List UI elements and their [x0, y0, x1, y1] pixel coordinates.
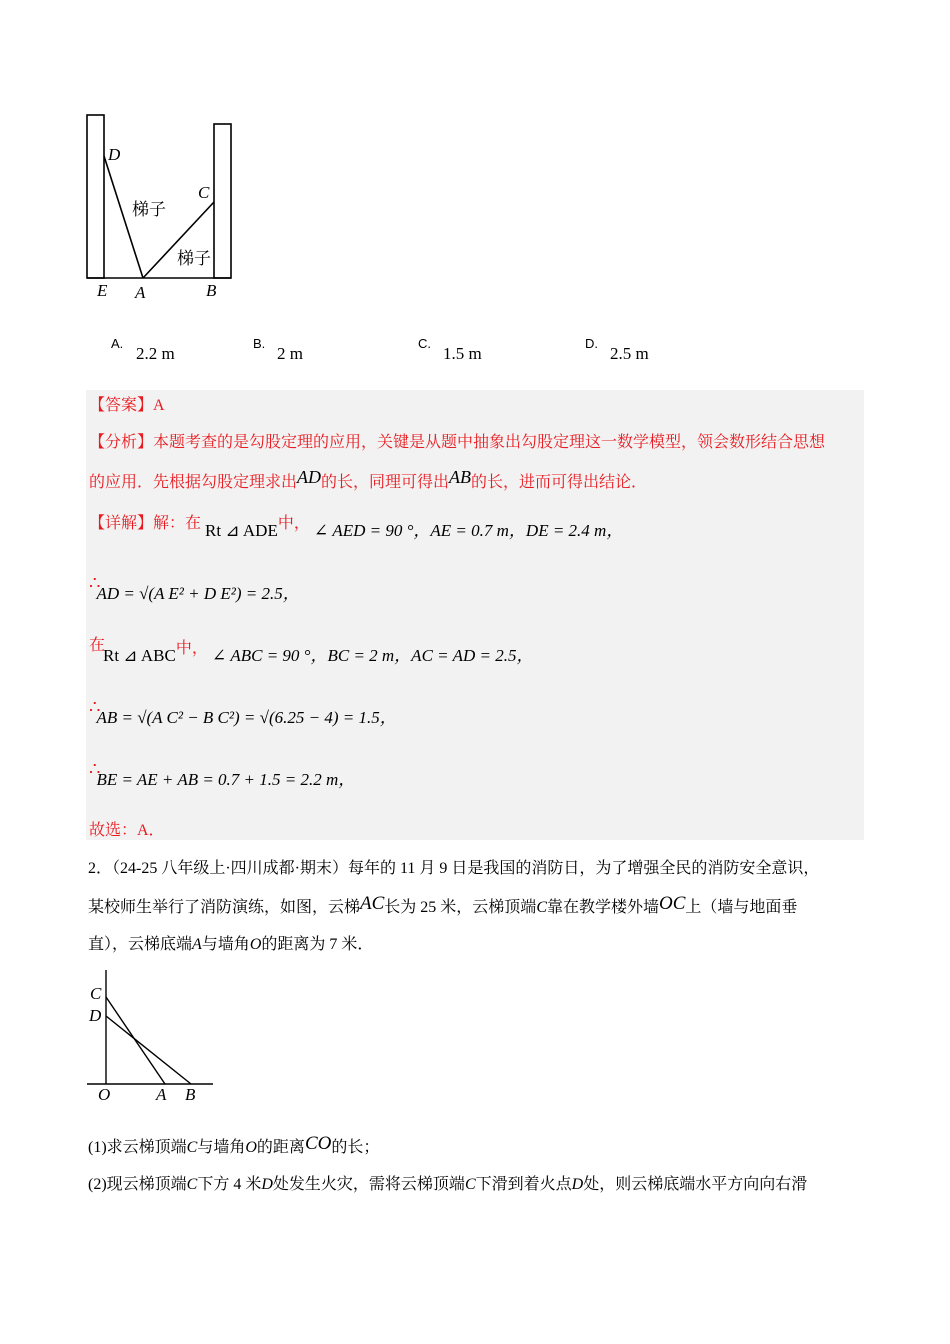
q2-sub1-co: CO: [304, 1133, 332, 1154]
option-b-letter: B.: [253, 336, 266, 351]
fig1-label-c: C: [198, 183, 210, 202]
analysis-tag: 【分析】: [89, 434, 154, 451]
detail-zhong-1: 中，: [277, 515, 310, 532]
analysis-ad: AD: [297, 467, 322, 487]
q2-sub2-d2: D: [571, 1176, 584, 1193]
option-d-letter: D.: [585, 336, 598, 351]
step-3: BE = AE + AB = 0.7 + 1.5 = 2.2 m，: [96, 770, 356, 789]
option-a-value: 2.2 m: [136, 344, 175, 363]
fig1-ladder-label-2: 梯子: [177, 249, 211, 268]
option-c-letter: C.: [418, 336, 431, 351]
analysis-text-2a: 的应用．先根据勾股定理求出: [89, 474, 298, 491]
fig1-label-b: B: [206, 281, 217, 300]
q2-sub2-d: 下滑到着火点: [475, 1176, 572, 1193]
fig2-label-c: C: [90, 984, 102, 1003]
q2-a: A: [192, 936, 202, 953]
q2-c: C: [536, 899, 547, 916]
q2-line-2: [88, 893, 798, 919]
analysis-line-1: [89, 432, 825, 454]
analysis-line-2: [89, 467, 648, 494]
q2-sub2-d1: D: [261, 1176, 273, 1193]
detail-line-2b: [103, 640, 534, 668]
q2-line-2d: 上（墙与地面垂: [685, 899, 798, 916]
q2-sub1-b: 与墙角: [197, 1139, 246, 1156]
q2-line-2b: 长为 25 米，云梯顶端: [384, 899, 537, 916]
zai-label: 在: [89, 637, 106, 654]
option-b-value: 2 m: [277, 344, 303, 363]
q2-sub2-c2: C: [464, 1176, 476, 1193]
q2-sub1-d: 的长；: [331, 1139, 380, 1156]
q2-sub1-a: (1)求云梯顶端: [88, 1139, 187, 1156]
detail-tag: 【详解】解：在: [89, 515, 202, 532]
analysis-text-2c: 的长，进而可得出结论．: [471, 474, 648, 491]
option-d-value: 2.5 m: [610, 344, 649, 363]
q2-sub-2: [88, 1174, 807, 1196]
therefore-2: ∴: [89, 697, 101, 717]
therefore-3: ∴: [89, 759, 101, 779]
q2-sub2-c1: C: [186, 1176, 198, 1193]
step-2-line: [89, 696, 405, 727]
q2-o: O: [249, 936, 262, 953]
analysis-text-2b: 的长，同理可得出: [321, 474, 450, 491]
fig2-label-o: O: [98, 1085, 111, 1104]
therefore-1: ∴: [89, 573, 101, 593]
detail-zhong-2: 中，: [175, 640, 208, 657]
option-c-value: 1.5 m: [443, 344, 482, 363]
analysis-ab: AB: [449, 467, 472, 487]
fig2-label-a: A: [156, 1085, 167, 1104]
fig1-label-a: A: [135, 283, 146, 302]
detail-triangle-2: Rt ⊿ ABC: [103, 646, 176, 665]
left-wall: [87, 115, 104, 278]
fig2-label-b: B: [185, 1085, 196, 1104]
detail-eq-1: ∠ AED = 90 °，AE = 0.7 m，DE = 2.4 m，: [313, 521, 624, 540]
conclusion-line: 故选：A．: [89, 822, 165, 839]
q2-sub1-c2: 的距离: [256, 1139, 305, 1156]
q2-line-3b: 与墙角: [201, 936, 250, 953]
step-2: AB = √(A C² − B C²) = √(6.25 − 4) = 1.5，: [96, 708, 397, 727]
q2-sub1-c: C: [186, 1139, 198, 1156]
detail-eq-2: ∠ ABC = 90 °，BC = 2 m，AC = AD = 2.5，: [211, 646, 534, 665]
detail-line-1: [89, 512, 624, 540]
q2-line-1: 2．（24-25 八年级上·四川成都·期末）每年的 11 月 9 日是我国的消防日，为了增强全民的消防安全意识，: [88, 860, 820, 877]
step-3-line: [89, 758, 363, 789]
q2-line-2c: 靠在教学楼外墙: [546, 899, 659, 916]
q2-ac: AC: [360, 893, 385, 914]
option-a-letter: A.: [111, 336, 124, 351]
q2-sub1-o: O: [245, 1139, 257, 1156]
ladder-ca: [106, 997, 165, 1084]
q2-sub-1: [88, 1133, 380, 1159]
q2-line-2a: 某校师生举行了消防演练，如图，云梯: [88, 899, 361, 916]
step-1-line: [89, 572, 308, 603]
fig1-label-e: E: [97, 281, 108, 300]
q2-line-3a: 直），云梯底端: [88, 936, 193, 953]
fig1-label-d: D: [108, 145, 121, 164]
q2-sub2-c: 处发生火灾，需将云梯顶端: [272, 1176, 465, 1193]
step-1: AD = √(A E² + D E²) = 2.5，: [96, 584, 300, 603]
detail-triangle-1: Rt ⊿ ADE: [205, 521, 278, 540]
right-wall: [214, 124, 231, 278]
q2-sub2-a: (2)现云梯顶端: [88, 1176, 187, 1193]
ladder-db: [106, 1016, 191, 1084]
q2-sub2-e: 处，则云梯底端水平方向向右滑: [583, 1176, 808, 1193]
fig2-label-d: D: [89, 1006, 102, 1025]
q2-sub2-b: 下方 4 米: [197, 1176, 262, 1193]
q2-line-3: [88, 934, 373, 956]
fig1-ladder-label-1: 梯子: [132, 200, 166, 219]
figure-fire-ladder: [85, 965, 220, 1090]
q2-line-3c: 的距离为 7 米．: [261, 936, 374, 953]
answer-line: 【答案】A: [89, 397, 165, 414]
q2-oc: OC: [659, 893, 686, 914]
analysis-text-1: 本题考查的是勾股定理的应用，关键是从题中抽象出勾股定理这一数学模型，领会数形结合思想: [153, 434, 826, 451]
